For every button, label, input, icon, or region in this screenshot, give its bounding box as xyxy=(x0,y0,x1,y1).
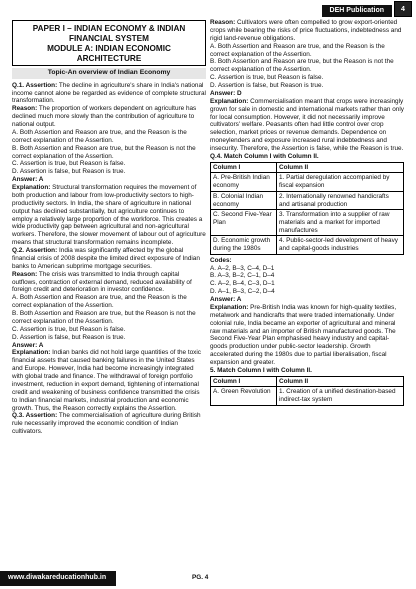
table-row xyxy=(211,387,404,405)
q2-option-a: A. Both Assertion and Reason are true, and the Reason is the correct explanation of the Assertion. xyxy=(12,294,187,310)
page-number: PG. 4 xyxy=(192,574,209,581)
q1-explanation: Explanation: Structural transformation requires the movement of both production and labour from low-productivity sectors to high-productivity sectors. In India, the share of agriculture in national output has declined substantially, but agriculture continues to employ a relatively large proportion of the workforce. This creates a wide productivity gap between agricultural and non-agricultural workers. Therefore, the slower movement of labour out of agriculture means that structural transformation remains incomplete. xyxy=(12,184,206,247)
table-row xyxy=(211,191,404,209)
q2-option-b: B. Both Assertion and Reason are true, but the Reason is not the correct explanation of the Assertion. xyxy=(12,310,196,325)
q4-code-a: A. A–2, B–3, C–4, D–1 xyxy=(210,264,275,272)
q1-option-b: B. Both Assertion and Reason are true, but the Reason is not the correct explanation of the Assertion. xyxy=(12,144,196,160)
q1-reason: Reason: The proportion of workers dependent on agriculture has declined much more slowly than the contribution of agriculture to national output. xyxy=(12,105,197,129)
q2-answer: Answer: A xyxy=(12,341,44,349)
table-row xyxy=(211,236,404,254)
table-cell: C. Second Five-Year Plan xyxy=(211,210,277,236)
column-header: Column II xyxy=(277,162,404,173)
page-number-box: 4 xyxy=(394,1,412,17)
q4-question: Q.4. Match Column I with Column II. xyxy=(210,152,319,160)
q2-option-d: D. Assertion is false, but Reason is true. xyxy=(12,333,126,341)
column-header: Column I xyxy=(211,162,277,173)
publisher-badge: DEH Publication xyxy=(322,5,392,17)
q4-code-d: D. A–1, B–3, C–2, D–4 xyxy=(210,288,275,296)
page-header xyxy=(0,0,416,18)
q3-option-a: A. Both Assertion and Reason are true, and the Reason is the correct explanation of the Assertion. xyxy=(210,42,385,58)
table-cell: 1. Creation of a unified destination-based indirect-tax system xyxy=(277,387,404,405)
q2-explanation: Explanation: Indian banks did not hold large quantities of the toxic financial assets that caused banking failures in the United States and Europe. However, India had become increasingly integrated with global trade and finance. The withdrawal of foreign portfolio investment, reduction in export demand, tightening of international credit and weakening of business confidence transmitted the crisis to Indian financial markets, industrial production and economic growth. Thus, the Reason correctly explains the Assertion. xyxy=(12,349,201,412)
table-cell: 2. Internationally renowned handicrafts and artisanal production xyxy=(277,191,404,209)
q5-match-table xyxy=(210,376,404,406)
website-link[interactable]: www.diwakareducationhub.in xyxy=(0,571,116,586)
table-header-row xyxy=(211,162,404,173)
q3-answer: Answer: D xyxy=(210,89,242,97)
paper-title: PAPER I – INDIAN ECONOMY & INDIAN FINANCIAL SYSTEM xyxy=(32,24,186,43)
column-header: Column II xyxy=(277,376,404,387)
table-cell: B. Colonial Indian economy xyxy=(211,191,277,209)
topic-heading: Topic-An overview of Indian Economy xyxy=(12,68,206,78)
q3-option-d: D. Assertion is false, but Reason is true. xyxy=(210,82,324,89)
q2-reason: Reason: The crisis was transmitted to India through capital outflows, contraction of external demand, reduced availability of foreign credit and deterioration in investor confidence. xyxy=(12,270,192,294)
q3-option-b: B. Both Assertion and Reason are true, but the Reason is not the correct explanation of the Assertion. xyxy=(210,58,394,74)
column-header: Column I xyxy=(211,376,277,387)
q4-code-b: B. A–3, B–2, C–1, D–4 xyxy=(210,272,275,280)
page-footer xyxy=(0,566,416,589)
table-cell: D. Economic growth during the 1980s xyxy=(211,236,277,254)
table-cell: 4. Public-sector-led development of heavy and capital-goods industries xyxy=(277,236,404,254)
q2-assertion: Q.2. Assertion: India was significantly affected by the global financial crisis of 2008 despite the limited direct exposure of Indian banks to American subprime mortgage securities. xyxy=(12,247,200,270)
q3-explanation: Explanation: Commercialisation meant that crops were increasingly grown for sale in domestic and international markets rather than only for local consumption. However, it did not necessarily improve cultivators' welfare. Peasants often had little control over crop selection, market prices or revenue demands. Dependence on moneylenders and exposure increased rural indebtedness and insecurity. Therefore, the Assertion is false, while the Reason is true. xyxy=(210,97,404,152)
q1-assertion: Q.1. Assertion: The decline in agriculture's share in India's national income cannot alone be regarded as evidence of complete structural transformation. xyxy=(12,81,206,105)
q4-codes-label: Codes: xyxy=(210,256,232,264)
q4-explanation: Explanation: Pre-British India was known for high-quality textiles, metalwork and handicrafts that were traded internationally. Under colonial rule, India became an exporter of agricultural and mineral raw materials and an importer of British manufactured goods. The Second Five-Year Plan emphasised heavy industry and capital-goods production under public-sector leadership. Growth accelerated during the 1980s due to partial liberalisation, fiscal expansion and greater. xyxy=(210,303,397,366)
table-cell: A. Green Revolution xyxy=(211,387,277,405)
q1-option-a: A. Both Assertion and Reason are true, and the Reason is the correct explanation of the Assertion. xyxy=(12,128,187,144)
q3-option-c: C. Assertion is true, but Reason is false. xyxy=(210,74,324,82)
table-cell: A. Pre-British Indian economy xyxy=(211,173,277,191)
q1-option-d: D. Assertion is false, but Reason is true. xyxy=(12,168,126,176)
module-title: MODULE A: INDIAN ECONOMIC ARCHITECTURE xyxy=(47,43,171,63)
heading-box xyxy=(12,20,206,66)
q5-question: 5. Match Column I with Column II. xyxy=(210,366,312,374)
q4-answer: Answer: A xyxy=(210,296,242,303)
q3-reason: Reason: Cultivators were often compelled to grow export-oriented crops while bearing the risks of price fluctuations, indebtedness and rigid land-revenue obligations. xyxy=(210,19,402,42)
q3-assertion: Q.3. Assertion: The commercialisation of agriculture during British rule necessarily improved the economic condition of Indian cultivators. xyxy=(12,412,201,436)
q4-match-table xyxy=(210,162,404,255)
left-column xyxy=(12,20,206,436)
table-row xyxy=(211,173,404,191)
q4-code-c: C. A–2, B–4, C–3, D–1 xyxy=(210,280,275,288)
q1-option-c: C. Assertion is true, but Reason is false. xyxy=(12,160,126,168)
right-column xyxy=(210,19,404,408)
table-cell: 3. Transformation into a supplier of raw materials and a market for imported manufactures xyxy=(277,210,404,236)
table-row xyxy=(211,210,404,236)
q1-answer: Answer: A xyxy=(12,176,44,184)
table-cell: 1. Partial deregulation accompanied by fiscal expansion xyxy=(277,173,404,191)
q2-option-c: C. Assertion is true, but Reason is false. xyxy=(12,325,126,333)
table-header-row xyxy=(211,376,404,387)
